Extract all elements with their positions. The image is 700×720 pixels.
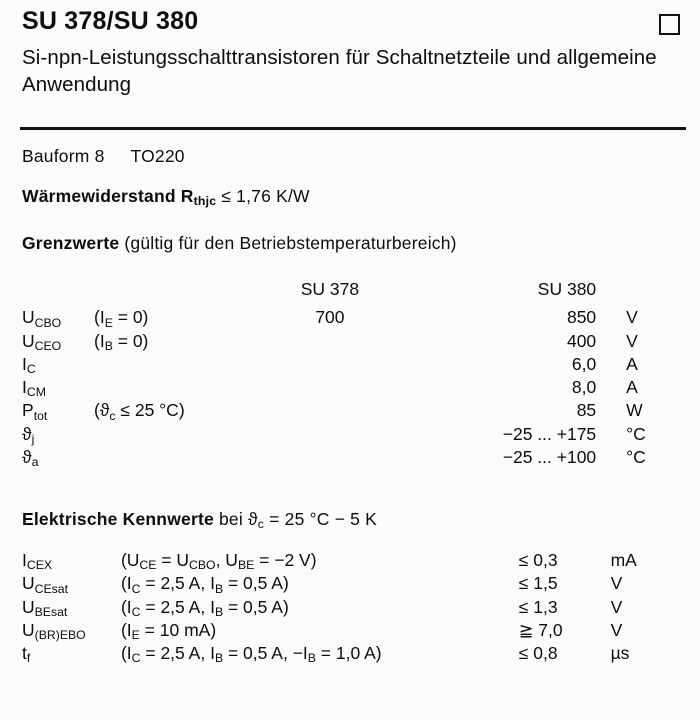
electrical-table bbox=[22, 549, 682, 665]
row-condition: $(I_B = 0)$ bbox=[94, 330, 149, 353]
row-unit: µs bbox=[610, 643, 630, 664]
limits-heading-rest: (gültig für den Betriebstemperaturbereich) bbox=[119, 233, 457, 253]
table-row bbox=[22, 642, 682, 665]
row-value-su378 bbox=[258, 423, 403, 446]
header-divider bbox=[20, 127, 686, 130]
row-symbol: $I_{CM}$ bbox=[22, 377, 46, 400]
row-value: ≤ 0,3 bbox=[518, 550, 558, 570]
row-value-su380: 85 bbox=[576, 400, 597, 421]
table-row bbox=[22, 399, 682, 422]
package-line bbox=[22, 146, 185, 167]
table-row bbox=[22, 423, 682, 446]
thermal-value: ≤ 1,76 K/W bbox=[216, 186, 310, 206]
row-symbol: $I_{CEX}$ bbox=[22, 550, 53, 573]
row-value-su378: 700 bbox=[315, 307, 345, 328]
electrical-heading-sub: c bbox=[257, 517, 265, 532]
row-unit: °C bbox=[626, 423, 646, 444]
package-label: Bauform 8 bbox=[22, 146, 105, 166]
row-unit: A bbox=[626, 353, 638, 374]
row-symbol: $I_C$ bbox=[22, 353, 36, 377]
row-condition bbox=[94, 353, 258, 376]
row-symbol: $P_{tot}$ bbox=[22, 400, 48, 423]
column-header-su380: SU 380 bbox=[537, 279, 597, 299]
row-condition: ($U_{CE} = U_{CBO}$, $U_{BE} = -2$ V) bbox=[120, 550, 317, 573]
row-unit: V bbox=[626, 307, 638, 328]
page-title: SU 378/SU 380 bbox=[22, 7, 199, 35]
row-unit: V bbox=[610, 596, 623, 617]
thermal-subscript: thjc bbox=[193, 194, 217, 209]
row-symbol: $ϑ_a$ bbox=[22, 446, 39, 470]
electrical-heading-bold: Elektrische Kennwerte bbox=[22, 509, 214, 529]
row-value-su380: 8,0 bbox=[571, 377, 597, 398]
row-value-su378 bbox=[258, 353, 403, 376]
row-condition: ($I_C = 2,5$ A, $I_B = 0,5$ A, $-I_B = 1,0$ A) bbox=[120, 643, 382, 666]
limits-heading-bold: Grenzwerte bbox=[22, 233, 120, 253]
row-unit: V bbox=[626, 330, 638, 351]
electrical-heading bbox=[22, 509, 377, 530]
row-value-su380: 400 bbox=[566, 330, 597, 351]
row-value: ≤ 0,8 bbox=[518, 643, 558, 664]
row-condition bbox=[94, 446, 258, 469]
limits-table bbox=[22, 278, 682, 469]
row-symbol: $U_{CEsat}$ bbox=[22, 573, 68, 596]
table-row bbox=[22, 572, 682, 595]
row-value: ≤ 1,5 bbox=[518, 573, 558, 594]
row-value-su378 bbox=[258, 376, 403, 399]
row-unit: mA bbox=[610, 550, 637, 570]
row-value-su380: −25 ... +100 bbox=[502, 446, 597, 467]
table-row bbox=[22, 446, 682, 469]
row-condition: ($I_C = 2,5$ A, $I_B = 0,5$ A) bbox=[120, 573, 289, 596]
thermal-label: Wärmewiderstand R bbox=[22, 186, 194, 206]
limits-heading bbox=[22, 233, 457, 254]
row-value: ≤ 1,3 bbox=[518, 596, 558, 617]
column-header-su378: SU 378 bbox=[300, 279, 360, 299]
table-row bbox=[22, 376, 682, 399]
table-row bbox=[22, 306, 682, 329]
row-value-su380: 850 bbox=[566, 307, 597, 328]
row-symbol: $ϑ_j$ bbox=[22, 423, 35, 447]
row-value-su380: −25 ... +175 bbox=[502, 423, 597, 444]
row-unit: °C bbox=[626, 446, 646, 467]
table-row bbox=[22, 549, 682, 572]
table-row bbox=[22, 619, 682, 642]
row-unit: V bbox=[610, 619, 623, 640]
row-symbol: $U_{BEsat}$ bbox=[22, 596, 68, 619]
row-symbol: $U_{(BR)EBO}$ bbox=[22, 619, 86, 643]
electrical-heading-rest-b: = 25 °C − 5 K bbox=[264, 509, 378, 529]
electrical-heading-rest-a: bei ϑ bbox=[213, 509, 258, 529]
table-row bbox=[22, 330, 682, 353]
row-condition: ($I_C = 2,5$ A, $I_B = 0,5$ A) bbox=[120, 596, 289, 619]
row-value-su378 bbox=[258, 399, 403, 422]
thermal-resistance-line bbox=[22, 186, 310, 207]
square-outline-icon bbox=[659, 14, 680, 35]
row-value: ≧ 7,0 bbox=[518, 619, 563, 640]
row-condition bbox=[94, 376, 258, 399]
package-value: TO220 bbox=[130, 146, 185, 166]
table-header-row bbox=[22, 278, 682, 306]
row-unit: V bbox=[610, 573, 623, 594]
row-unit: A bbox=[626, 377, 638, 398]
title-row bbox=[22, 8, 682, 36]
table-row bbox=[22, 353, 682, 376]
row-condition: ($I_E = 10$ mA) bbox=[120, 619, 217, 643]
row-symbol: $U_{CBO}$ bbox=[22, 307, 62, 330]
page-subtitle: Si-npn-Leistungsschalttransistoren für Schaltnetzteile und allgemeine Anwendung bbox=[22, 46, 657, 97]
row-value-su380: 6,0 bbox=[571, 353, 597, 374]
row-condition: ($ϑ_c \le 25$ °C) bbox=[94, 400, 185, 423]
row-unit: W bbox=[626, 400, 643, 421]
row-symbol: $U_{CEO}$ bbox=[22, 330, 62, 353]
table-row bbox=[22, 596, 682, 619]
row-value-su378 bbox=[258, 330, 403, 353]
row-value-su378 bbox=[258, 446, 403, 469]
row-condition: $(I_E = 0)$ bbox=[94, 307, 149, 330]
row-condition bbox=[94, 423, 258, 446]
row-symbol: $t_f$ bbox=[22, 643, 31, 666]
